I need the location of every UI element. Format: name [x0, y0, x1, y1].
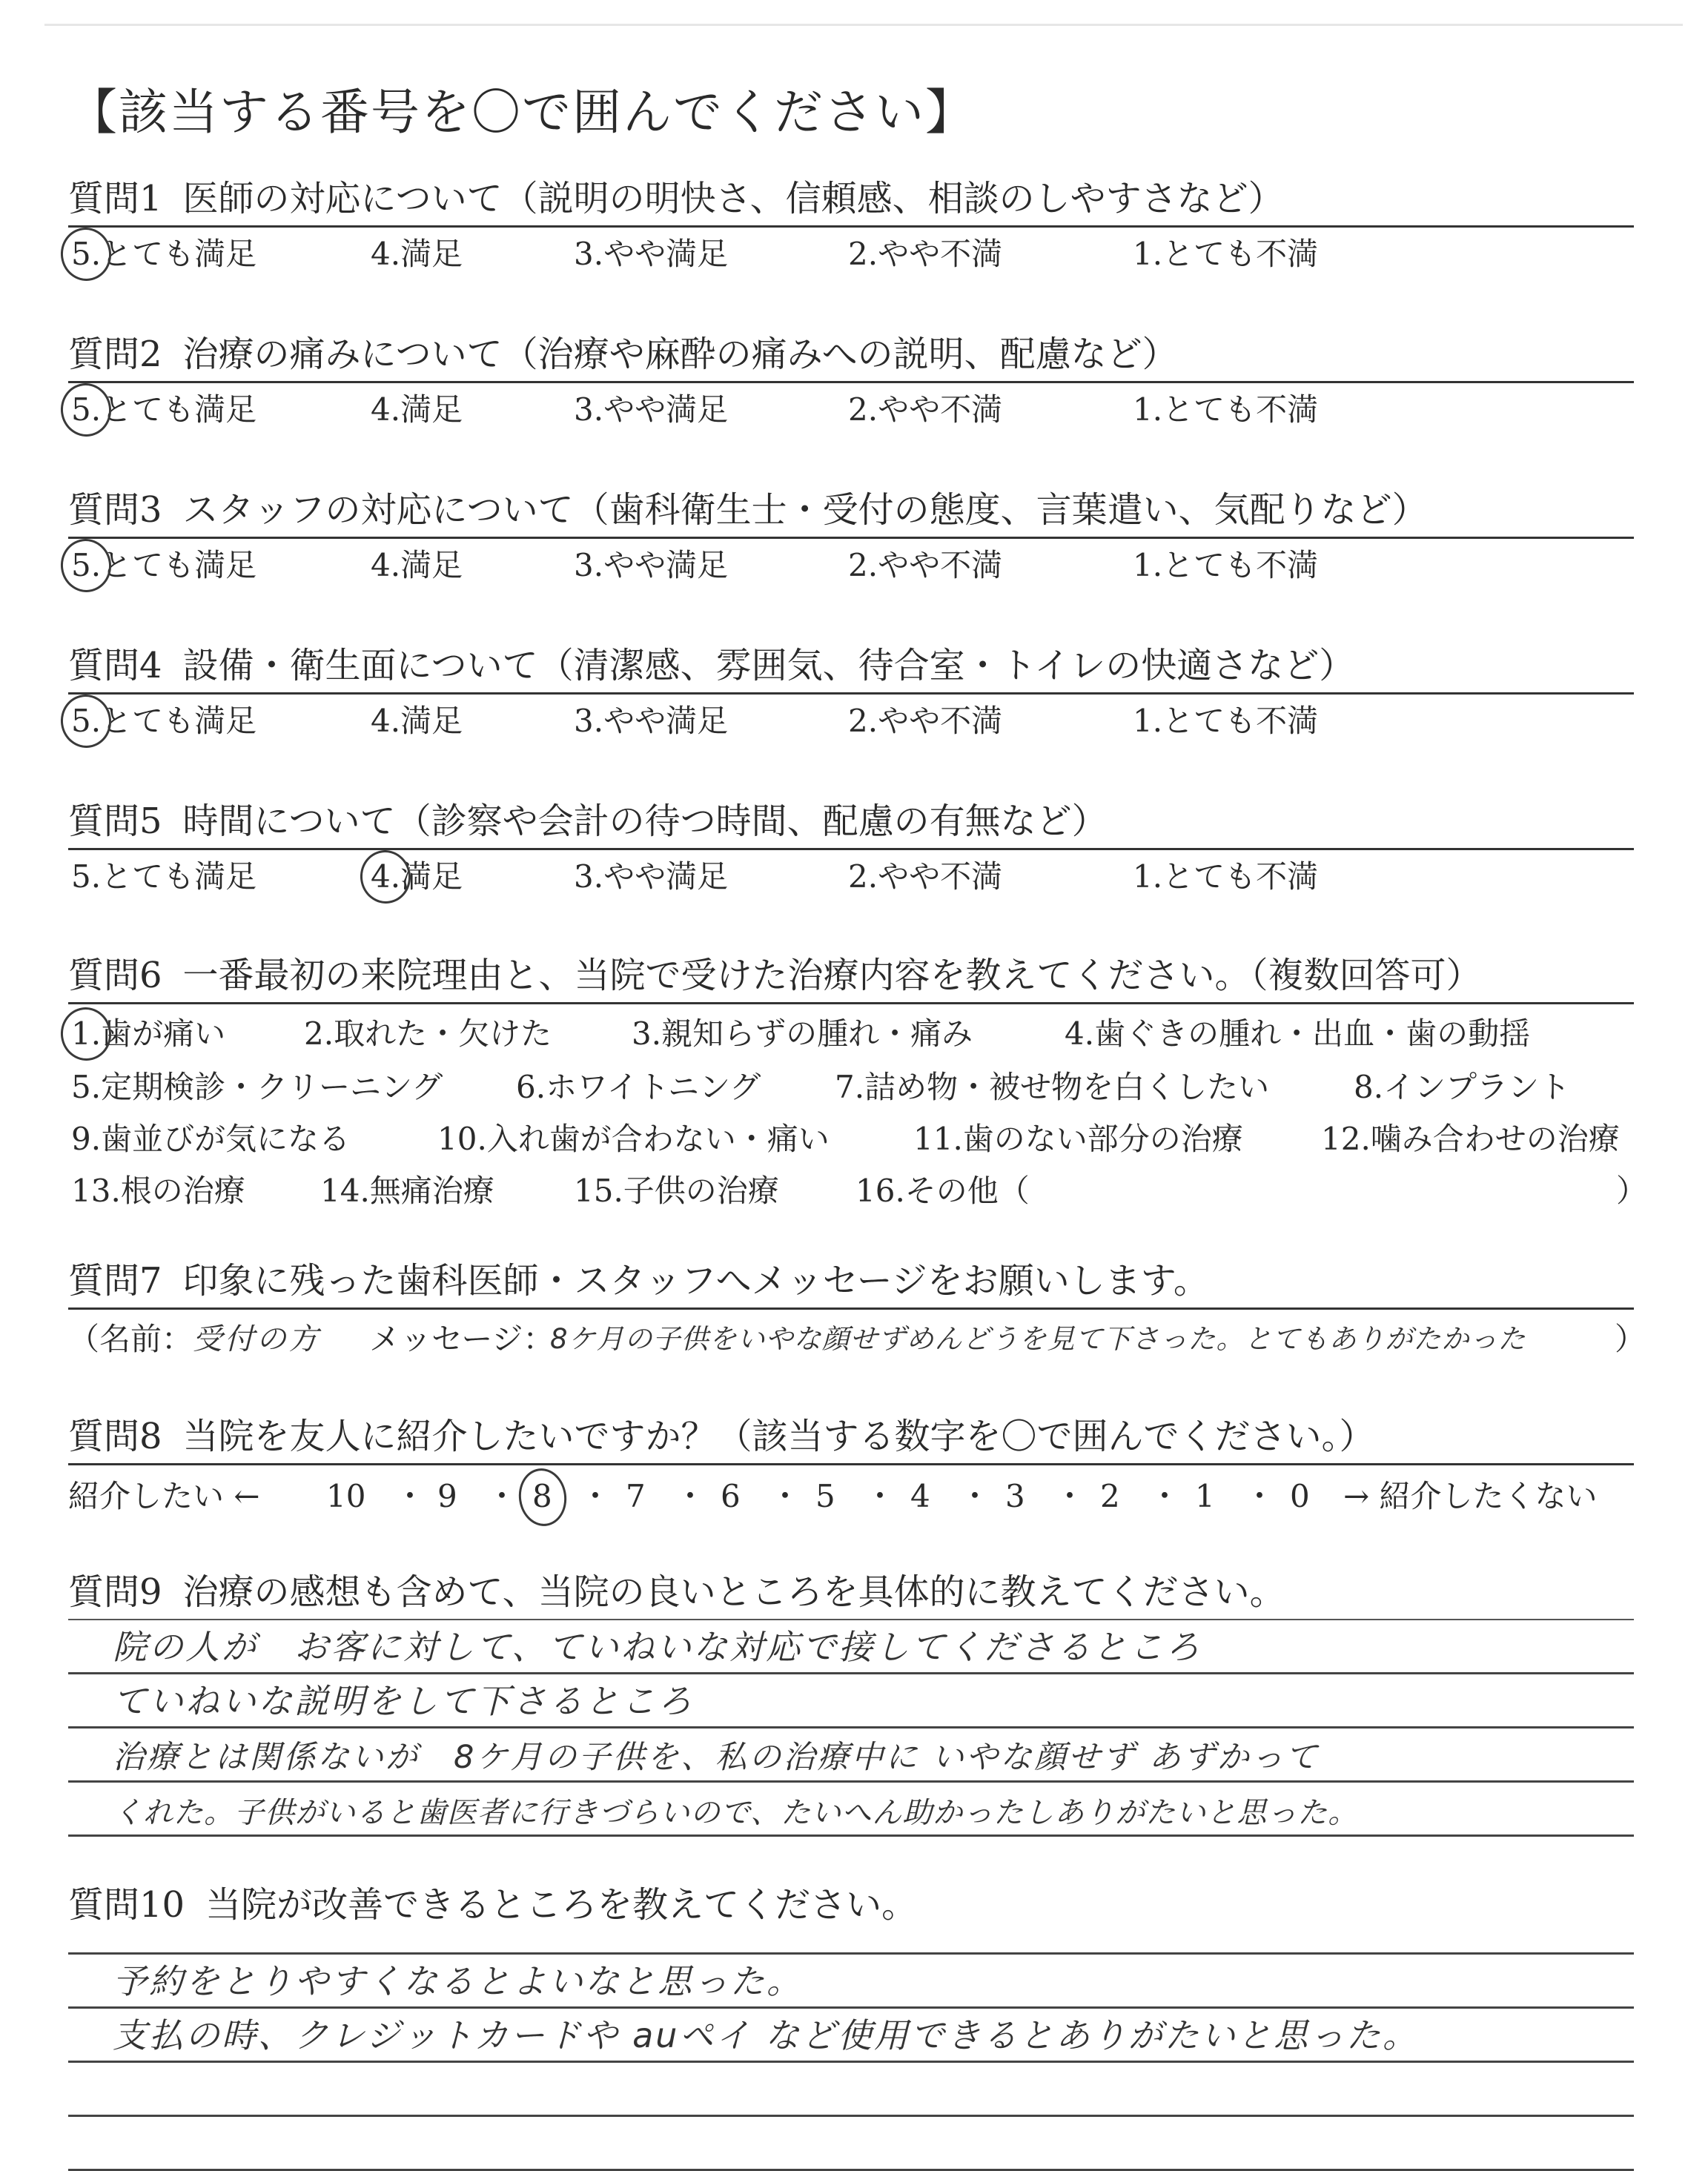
question-title	[68, 953, 1634, 998]
selected-circle	[57, 380, 114, 440]
scale-dot: ・	[769, 1478, 801, 1514]
top-rule	[44, 24, 1683, 26]
answer-text: くれた。子供がいると歯医者に行きづらいので、たいへん助かったしありがたいと思った。	[113, 1796, 1359, 1830]
option-2[interactable]: 2.やや不満	[848, 703, 1003, 739]
question-title	[68, 332, 1634, 377]
question-number: 質問7	[68, 1260, 162, 1302]
answer-text: 治療とは関係ないが 8ケ月の子供を、私の治療中に いやな顔せず あずかって	[113, 1739, 1320, 1776]
option-4[interactable]: 4.満足	[371, 856, 463, 898]
rating-options	[68, 700, 1634, 748]
question-7	[68, 1259, 1646, 1368]
question-rule	[68, 381, 1634, 383]
question-rule	[68, 692, 1634, 695]
option-4[interactable]: 4.満足	[371, 236, 463, 272]
reason-option-9[interactable]: 9.歯並びが気になる	[71, 1121, 351, 1157]
question-title	[68, 1259, 1634, 1303]
scale-dot: ・	[864, 1478, 896, 1514]
option-4[interactable]: 4.満足	[371, 547, 463, 583]
question-9	[68, 1570, 1634, 1837]
option-3[interactable]: 3.やや満足	[574, 547, 729, 583]
answer-line[interactable]	[68, 1728, 1634, 1783]
question-number: 質問6	[68, 955, 162, 996]
option-2[interactable]: 2.やや不満	[848, 547, 1003, 583]
option-1[interactable]: 1.とても不満	[1133, 703, 1319, 739]
question-rule	[68, 1002, 1634, 1004]
scale-dot: ・	[959, 1478, 991, 1514]
question-text: 治療の痛みについて（治療や麻酔の痛みへの説明、配慮など）	[182, 334, 1178, 375]
scale-7[interactable]: 7	[626, 1478, 646, 1514]
option-1[interactable]: 1.とても不満	[1133, 547, 1319, 583]
option-5[interactable]: 5.とても満足	[71, 545, 256, 586]
reason-option-14[interactable]: 14.無痛治療	[320, 1173, 494, 1209]
selected-circle	[57, 1004, 114, 1064]
reason-option-1[interactable]: 1.歯が痛い	[71, 1013, 225, 1055]
question-rule	[68, 1463, 1634, 1465]
question-text: 治療の感想も含めて、当院の良いところを具体的に教えてください。	[182, 1571, 1285, 1613]
scale-dot: ・	[1149, 1478, 1181, 1514]
question-title	[68, 643, 1634, 688]
answer-text: ていねいな説明をして下さるところ	[113, 1681, 694, 1721]
reason-option-16[interactable]: 16.その他（	[855, 1173, 1030, 1209]
question-rule	[68, 1307, 1634, 1310]
question-number: 質問5	[68, 801, 162, 842]
scale-left-label: 紹介したい ←	[68, 1478, 260, 1514]
question-text: 設備・衛生面について（清潔感、雰囲気、待合室・トイレの快適さなど）	[182, 645, 1355, 686]
scale-dot: ・	[1054, 1478, 1086, 1514]
scale-dot: ・	[486, 1478, 518, 1514]
option-1[interactable]: 1.とても不満	[1133, 236, 1319, 272]
answer-line[interactable]	[68, 2009, 1634, 2063]
answer-line[interactable]	[68, 1955, 1634, 2009]
option-5[interactable]: 5.とても満足	[71, 389, 256, 431]
question-number: 質問3	[68, 489, 162, 531]
reason-option-3[interactable]: 3.親知らずの腫れ・痛み	[632, 1015, 973, 1052]
option-4[interactable]: 4.満足	[371, 703, 463, 739]
selected-circle	[357, 847, 414, 907]
question-title	[68, 1570, 1634, 1614]
question-text: 当院が改善できるところを教えてください。	[205, 1884, 918, 1926]
scale-dot: ・	[394, 1478, 426, 1514]
question-number: 質問1	[68, 178, 162, 219]
recommend-scale	[68, 1471, 1634, 1526]
answer-text: 支払の時、クレジットカードや auペイ など使用できるとありがたいと思った。	[113, 2015, 1420, 2055]
scale-dot: ・	[580, 1478, 612, 1514]
answer-line[interactable]	[68, 2117, 1634, 2171]
selected-circle	[57, 536, 114, 596]
option-3[interactable]: 3.やや満足	[574, 858, 729, 895]
scale-2[interactable]: 2	[1100, 1478, 1120, 1514]
rating-options	[68, 545, 1634, 592]
question-text: 医師の対応について（説明の明快さ、信頼感、相談のしやすさなど）	[182, 178, 1284, 219]
option-2[interactable]: 2.やや不満	[848, 858, 1003, 895]
question-title	[68, 488, 1634, 532]
message-value[interactable]: 8ケ月の子供をいやな顔せずめんどうを見て下さった。とてもありがたかった	[550, 1323, 1526, 1355]
message-label: メッセージ：	[369, 1321, 555, 1357]
question-text: 時間について（診察や会計の待つ時間、配慮の有無など）	[182, 801, 1108, 842]
option-1[interactable]: 1.とても不満	[1133, 858, 1319, 895]
question-10	[68, 1883, 1634, 2171]
form-header: 【該当する番号を〇で囲んでください】	[68, 84, 976, 141]
rating-options	[68, 389, 1634, 437]
option-5[interactable]: 5.とても満足	[71, 233, 256, 275]
question-text: 印象に残った歯科医師・スタッフへメッセージをお願いします。	[182, 1260, 1209, 1302]
rating-options	[68, 233, 1634, 281]
scale-right-label: → 紹介したくない	[1343, 1478, 1598, 1514]
question-rule	[68, 848, 1634, 850]
question-1	[68, 176, 1634, 281]
message-close-paren: ）	[1615, 1321, 1646, 1357]
scale-0[interactable]: 0	[1290, 1478, 1310, 1514]
question-title	[68, 176, 1634, 221]
question-text: 当院を友人に紹介したいですか？（該当する数字を〇で囲んでください。）	[182, 1416, 1375, 1457]
question-8	[68, 1414, 1634, 1526]
answer-text: 予約をとりやすくなるとよいなと思った。	[113, 1961, 803, 2001]
option-4[interactable]: 4.満足	[371, 391, 463, 428]
reason-option-5[interactable]: 5.定期検診・クリーニング	[71, 1069, 443, 1105]
name-value[interactable]: 受付の方	[193, 1322, 320, 1356]
answer-line[interactable]	[68, 2063, 1634, 2117]
option-3[interactable]: 3.やや満足	[574, 391, 729, 428]
scale-dot: ・	[1244, 1478, 1276, 1514]
scale-5[interactable]: 5	[815, 1478, 835, 1514]
question-2	[68, 332, 1634, 437]
reason-option-4[interactable]: 4.歯ぐきの腫れ・出血・歯の動揺	[1065, 1015, 1531, 1052]
scale-1[interactable]: 1	[1195, 1478, 1215, 1514]
reason-option-15[interactable]: 15.子供の治療	[574, 1173, 779, 1209]
reason-option-7[interactable]: 7.詰め物・被せ物を白くしたい	[835, 1069, 1270, 1105]
question-4	[68, 643, 1634, 748]
answer-text: 院の人が お客に対して、ていねいな対応で接してくださるところ	[113, 1627, 1202, 1667]
option-5[interactable]: 5.とても満足	[71, 858, 257, 895]
question-number: 質問8	[68, 1416, 162, 1457]
scale-4[interactable]: 4	[910, 1478, 930, 1514]
question-5	[68, 799, 1634, 904]
question-rule	[68, 537, 1634, 539]
question-title	[68, 799, 1634, 843]
question-text: スタッフの対応について（歯科衛生士・受付の態度、言葉遣い、気配りなど）	[182, 489, 1428, 531]
scale-9[interactable]: 9	[437, 1478, 457, 1514]
option-1[interactable]: 1.とても不満	[1133, 391, 1319, 428]
scale-6[interactable]: 6	[721, 1478, 741, 1514]
question-text: 一番最初の来院理由と、当院で受けた治療内容を教えてください。（複数回答可）	[182, 955, 1482, 996]
reason-option-8[interactable]: 8.インプラント	[1354, 1069, 1571, 1105]
selected-circle	[57, 225, 114, 285]
rating-options	[68, 856, 1634, 904]
question-3	[68, 488, 1634, 592]
selected-circle	[515, 1465, 570, 1529]
question-title	[68, 1414, 1634, 1459]
reason-options	[68, 1009, 1648, 1231]
reason-option-11[interactable]: 11.歯のない部分の治療	[913, 1121, 1243, 1157]
scale-10[interactable]: 10	[326, 1478, 366, 1514]
reason-option-2[interactable]: 2.取れた・欠けた	[304, 1015, 552, 1052]
question-6	[68, 953, 1648, 1231]
question-number: 質問10	[68, 1884, 185, 1926]
name-label: （名前：	[68, 1321, 193, 1357]
question-title	[68, 1883, 1634, 1927]
message-line	[68, 1316, 1646, 1368]
other-close-paren: ）	[1616, 1173, 1648, 1209]
selected-circle	[57, 692, 114, 752]
scale-3[interactable]: 3	[1005, 1478, 1025, 1514]
answer-top-rule	[68, 1927, 1634, 1955]
reason-option-12[interactable]: 12.噛み合わせの治療	[1321, 1121, 1620, 1157]
scale-dot: ・	[675, 1478, 706, 1514]
question-number: 質問9	[68, 1571, 162, 1613]
question-number: 質問2	[68, 334, 162, 375]
question-number: 質問4	[68, 645, 162, 686]
reason-option-10[interactable]: 10.入れ歯が合わない・痛い	[437, 1121, 830, 1157]
answer-line[interactable]	[68, 1620, 1634, 1674]
option-3[interactable]: 3.やや満足	[574, 703, 729, 739]
option-3[interactable]: 3.やや満足	[574, 236, 729, 272]
question-rule	[68, 225, 1634, 228]
reason-option-6[interactable]: 6.ホワイトニング	[516, 1069, 761, 1105]
reason-option-13[interactable]: 13.根の治療	[71, 1173, 245, 1209]
option-5[interactable]: 5.とても満足	[71, 700, 256, 742]
scale-8[interactable]: 8	[532, 1476, 552, 1517]
answer-line[interactable]	[68, 1783, 1634, 1837]
answer-line[interactable]	[68, 1674, 1634, 1728]
option-2[interactable]: 2.やや不満	[848, 236, 1003, 272]
option-2[interactable]: 2.やや不満	[848, 391, 1003, 428]
